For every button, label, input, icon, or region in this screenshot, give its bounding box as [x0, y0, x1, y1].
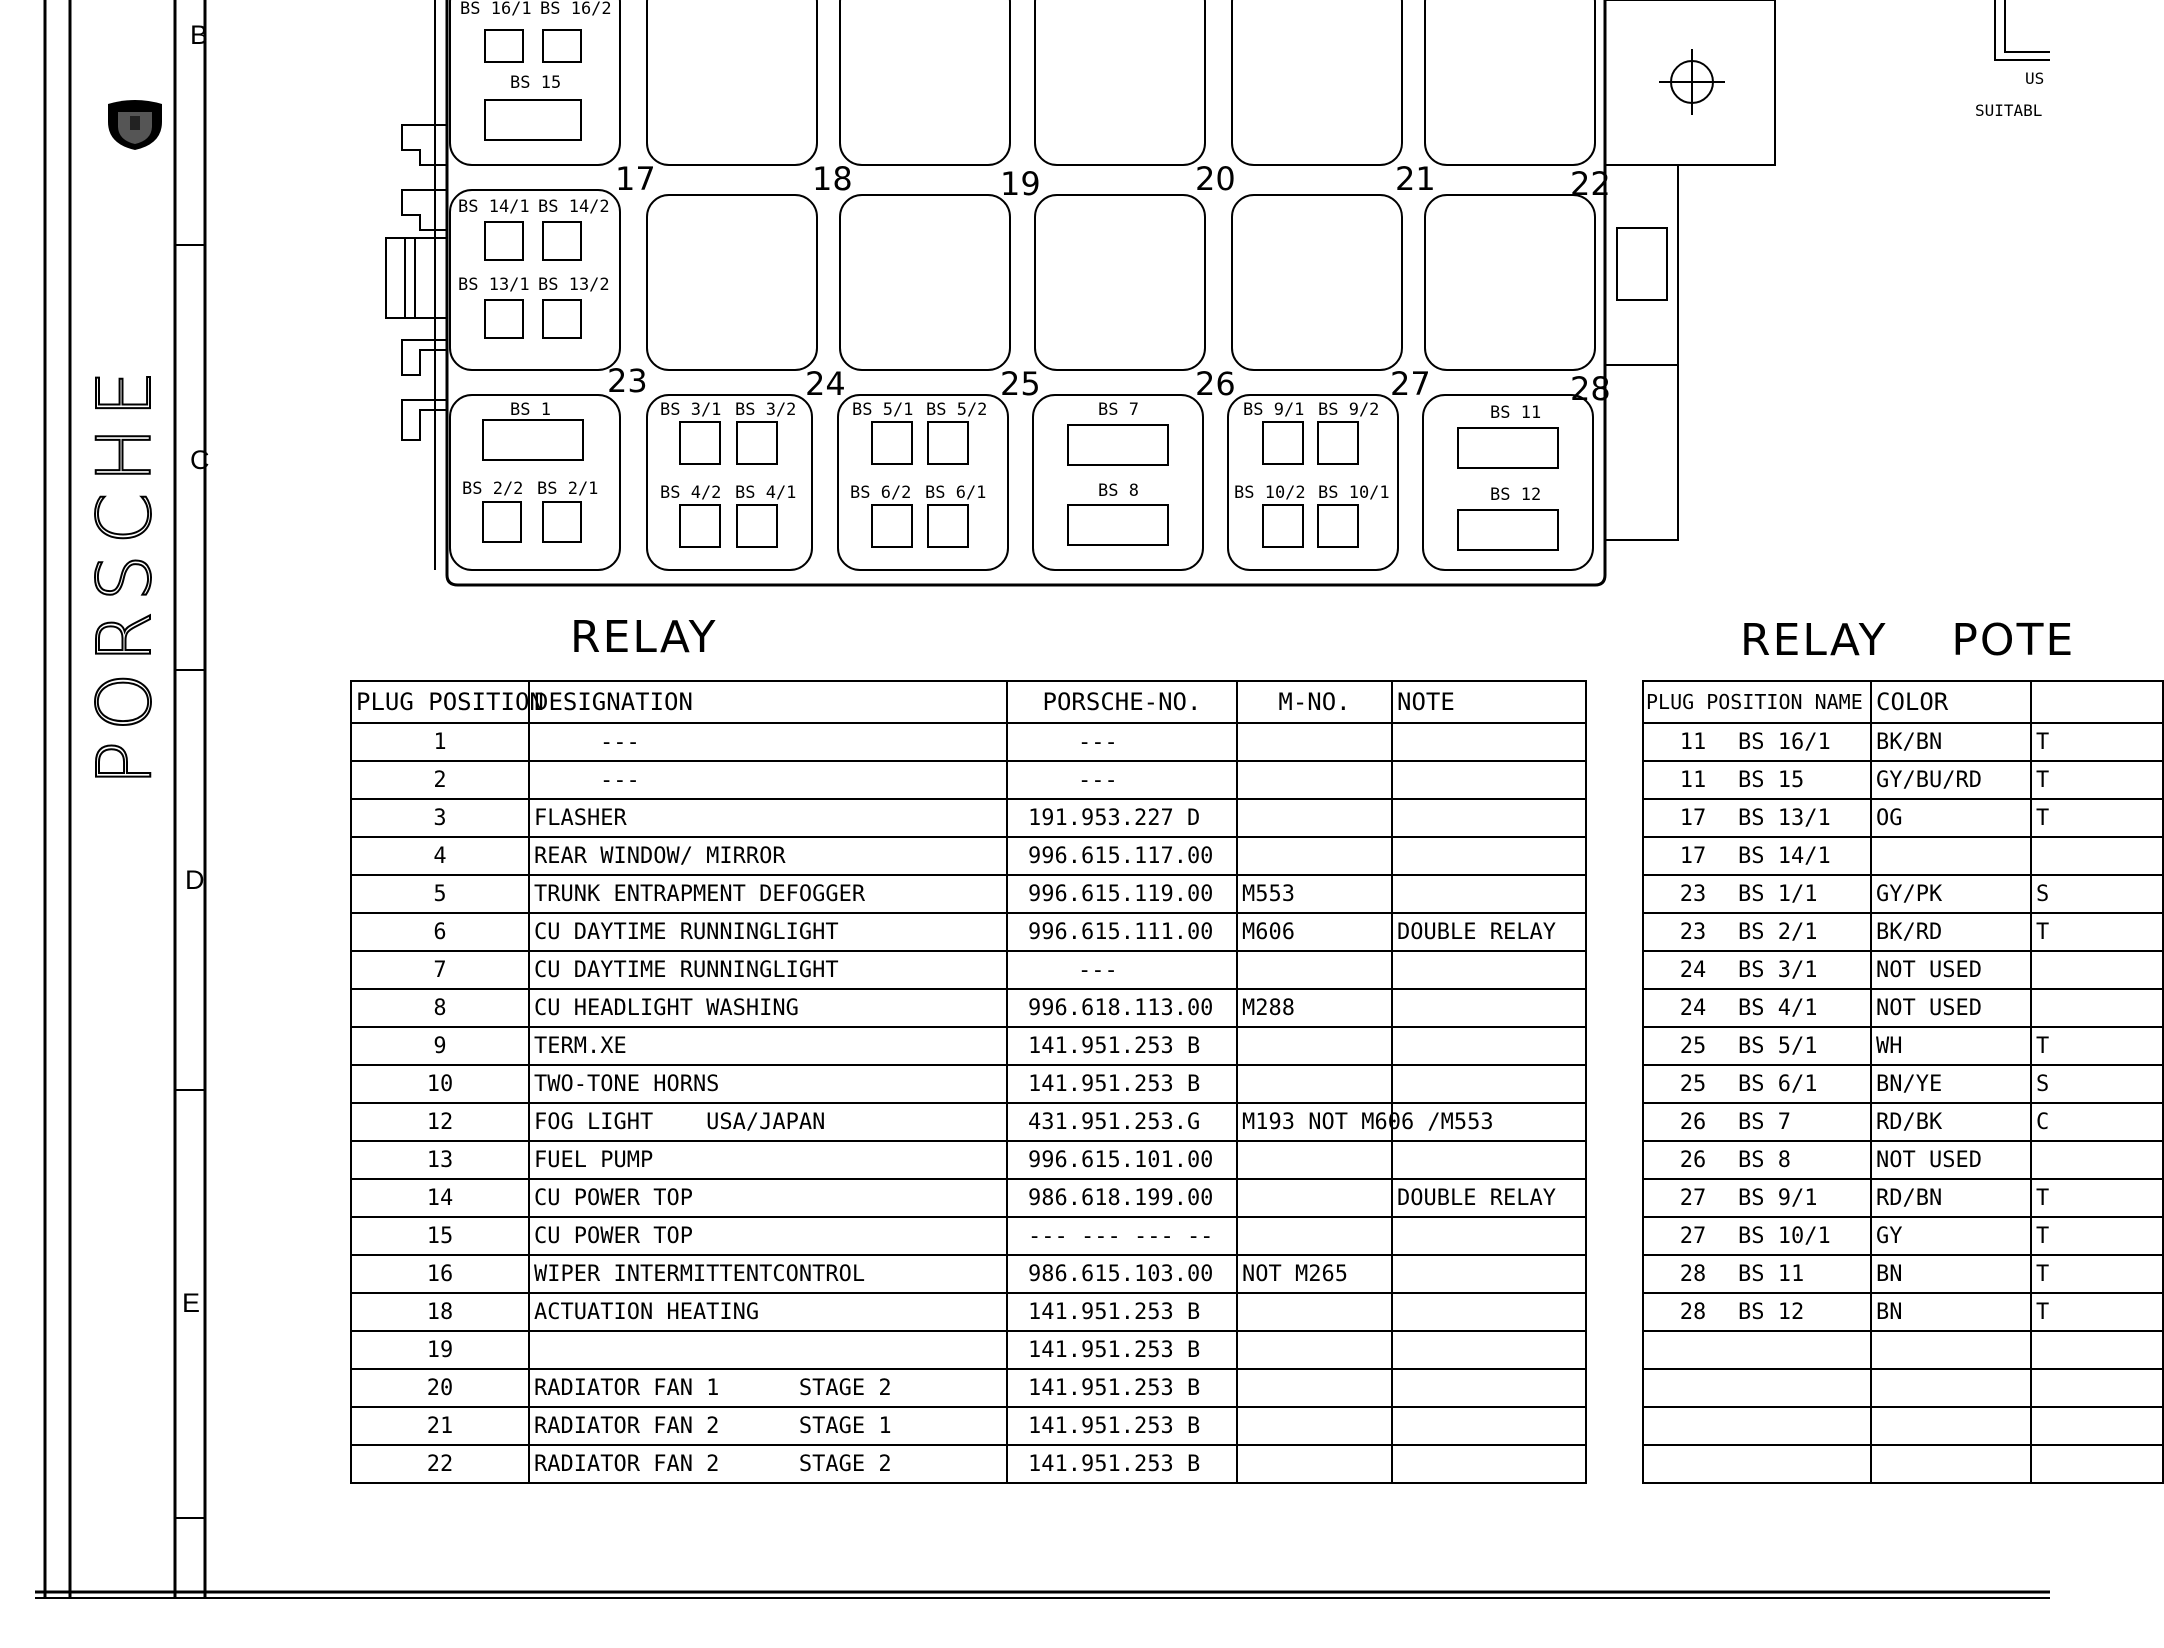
plug-name-cell: [1643, 1179, 1871, 1217]
table-row: [351, 723, 1586, 761]
zone-label-b: B: [190, 20, 209, 50]
plug-position-cell: 2: [351, 761, 529, 799]
m-no-cell: [1237, 761, 1392, 799]
table-row: [351, 799, 1586, 837]
bs-12-label: BS 12: [1490, 485, 1542, 505]
color-cell: RD/BN: [1871, 1179, 2031, 1217]
table-row: [351, 761, 1586, 799]
m-no-cell: [1237, 1369, 1392, 1407]
plug-position-value: 24: [1679, 995, 1707, 1021]
potential-header-row: [1643, 681, 2163, 723]
plug-position-cell: 19: [351, 1331, 529, 1369]
note-cell: [1392, 799, 1586, 837]
potential-cell: T: [2031, 1293, 2163, 1331]
designation-cell: CU POWER TOP: [529, 1217, 1007, 1255]
m-no-cell: [1237, 1407, 1392, 1445]
table-row: [1643, 1293, 2163, 1331]
color-cell: [1871, 837, 2031, 875]
designation-cell: RADIATOR FAN 2 STAGE 1: [529, 1407, 1007, 1445]
relay-table-title: RELAY: [570, 612, 718, 663]
porsche-no-cell: 141.951.253 B: [1007, 1445, 1237, 1483]
color-cell: [1871, 1445, 2031, 1483]
plug-name-cell: [1643, 1369, 1871, 1407]
porsche-no-cell: 986.615.103.00: [1007, 1255, 1237, 1293]
color-cell: GY/BU/RD: [1871, 761, 2031, 799]
plug-position-value: 27: [1679, 1185, 1707, 1211]
plug-position-value: 28: [1679, 1261, 1707, 1287]
table-row: [1643, 1027, 2163, 1065]
color-cell: BK/BN: [1871, 723, 2031, 761]
porsche-no-cell: --- --- --- --: [1007, 1217, 1237, 1255]
col-plug-position-name: PLUG POSITION NAME: [1643, 681, 1871, 723]
table-row: [351, 875, 1586, 913]
col-porsche-no: PORSCHE-NO.: [1007, 681, 1237, 723]
table-row: [351, 1065, 1586, 1103]
plug-name-value: BS 11: [1738, 1261, 1805, 1287]
plug-name-cell: [1643, 951, 1871, 989]
m-no-cell: [1237, 1293, 1392, 1331]
potential-cell: S: [2031, 875, 2163, 913]
note-cell: [1392, 989, 1586, 1027]
m-no-cell: [1237, 1141, 1392, 1179]
plug-position-value: 25: [1679, 1033, 1707, 1059]
position-22: 22: [1570, 165, 1611, 203]
plug-position-value: 27: [1679, 1223, 1707, 1249]
plug-position-value: 26: [1679, 1109, 1707, 1135]
relay-table-header-row: [351, 681, 1586, 723]
plug-name-value: BS 10/1: [1738, 1223, 1831, 1249]
color-cell: BN: [1871, 1255, 2031, 1293]
relay-table: [350, 680, 1587, 1484]
designation-cell: ---: [529, 761, 1007, 799]
plug-position-value: 26: [1679, 1147, 1707, 1173]
bs-5-1-label: BS 5/1: [852, 400, 914, 420]
bs-13-2-label: BS 13/2: [538, 275, 610, 295]
designation-cell: CU HEADLIGHT WASHING: [529, 989, 1007, 1027]
bs-7-label: BS 7: [1098, 400, 1139, 420]
note-cell: [1392, 1027, 1586, 1065]
note-cell: [1392, 1407, 1586, 1445]
table-row: [351, 1331, 1586, 1369]
potential-cell: T: [2031, 913, 2163, 951]
designation-cell: CU DAYTIME RUNNINGLIGHT: [529, 913, 1007, 951]
relay-potential-table-clip: [1642, 680, 2050, 1530]
m-no-cell: M288: [1237, 989, 1392, 1027]
table-row: [1643, 913, 2163, 951]
plug-position-value: 24: [1679, 957, 1707, 983]
m-no-cell: [1237, 1179, 1392, 1217]
plug-name-value: BS 16/1: [1738, 729, 1831, 755]
plug-position-cell: 10: [351, 1065, 529, 1103]
bs-4-1-label: BS 4/1: [735, 483, 797, 503]
color-cell: GY/PK: [1871, 875, 2031, 913]
zone-label-c: C: [190, 445, 210, 475]
designation-cell: ACTUATION HEATING: [529, 1293, 1007, 1331]
bs-8-label: BS 8: [1098, 481, 1139, 501]
table-row: [351, 1445, 1586, 1483]
bs-10-2-label: BS 10/2: [1234, 483, 1306, 503]
table-row: [351, 1369, 1586, 1407]
porsche-no-cell: 431.951.253.G: [1007, 1103, 1237, 1141]
note-cell: [1392, 1255, 1586, 1293]
plug-position-cell: 12: [351, 1103, 529, 1141]
m-no-cell: [1237, 1027, 1392, 1065]
designation-cell: CU POWER TOP: [529, 1179, 1007, 1217]
relay-potential-title: RELAY POTE: [1740, 615, 2076, 666]
plug-position-cell: 1: [351, 723, 529, 761]
note-cell: DOUBLE RELAY: [1392, 1179, 1586, 1217]
color-cell: NOT USED: [1871, 951, 2031, 989]
bs-14-2-label: BS 14/2: [538, 197, 610, 217]
designation-cell: WIPER INTERMITTENTCONTROL: [529, 1255, 1007, 1293]
m-no-cell: [1237, 1331, 1392, 1369]
bs-9-1-label: BS 9/1: [1243, 400, 1305, 420]
note-cell: [1392, 1141, 1586, 1179]
corner-text-us: US: [2025, 69, 2045, 88]
position-17: 17: [615, 160, 656, 198]
porsche-no-cell: 141.951.253 B: [1007, 1369, 1237, 1407]
corner-text-suitable: SUITABL: [1975, 101, 2043, 120]
porsche-no-cell: 996.615.111.00: [1007, 913, 1237, 951]
table-row: [1643, 989, 2163, 1027]
plug-name-value: BS 13/1: [1738, 805, 1831, 831]
table-row: [351, 1407, 1586, 1445]
designation-cell: RADIATOR FAN 1 STAGE 2: [529, 1369, 1007, 1407]
zone-label-d: D: [185, 865, 205, 895]
bs-9-2-label: BS 9/2: [1318, 400, 1380, 420]
plug-name-cell: [1643, 1331, 1871, 1369]
note-cell: [1392, 1331, 1586, 1369]
note-cell: [1392, 1065, 1586, 1103]
plug-name-value: BS 12: [1738, 1299, 1805, 1325]
col-color: COLOR: [1871, 681, 2031, 723]
bs-1-label: BS 1: [510, 400, 551, 420]
designation-cell: CU DAYTIME RUNNINGLIGHT: [529, 951, 1007, 989]
col-designation: DESIGNATION: [529, 681, 1007, 723]
table-row: [1643, 1179, 2163, 1217]
plug-name-cell: [1643, 1103, 1871, 1141]
plug-name-cell: [1643, 799, 1871, 837]
m-no-cell: M193 NOT M606 /M553: [1237, 1103, 1392, 1141]
porsche-no-cell: 996.615.119.00: [1007, 875, 1237, 913]
plug-name-cell: [1643, 1255, 1871, 1293]
porsche-no-cell: 141.951.253 B: [1007, 1407, 1237, 1445]
color-cell: NOT USED: [1871, 989, 2031, 1027]
plug-position-cell: 21: [351, 1407, 529, 1445]
plug-name-value: BS 6/1: [1738, 1071, 1818, 1097]
bs-6-2-label: BS 6/2: [850, 483, 912, 503]
note-cell: [1392, 1445, 1586, 1483]
table-row: [1643, 1217, 2163, 1255]
table-row: [351, 837, 1586, 875]
bs-2-1-label: BS 2/1: [537, 479, 599, 499]
designation-cell: [529, 1331, 1007, 1369]
table-row: [351, 1141, 1586, 1179]
plug-position-cell: 5: [351, 875, 529, 913]
plug-position-cell: 18: [351, 1293, 529, 1331]
porsche-no-cell: ---: [1007, 723, 1237, 761]
color-cell: [1871, 1407, 2031, 1445]
plug-position-value: 23: [1679, 919, 1707, 945]
plug-name-value: BS 1/1: [1738, 881, 1818, 907]
plug-position-value: 17: [1679, 843, 1707, 869]
table-row: [351, 1293, 1586, 1331]
plug-position-value: 25: [1679, 1071, 1707, 1097]
color-cell: [1871, 1369, 2031, 1407]
plug-name-value: BS 8: [1738, 1147, 1791, 1173]
color-cell: BN: [1871, 1293, 2031, 1331]
plug-name-value: BS 2/1: [1738, 919, 1818, 945]
m-no-cell: [1237, 723, 1392, 761]
plug-name-cell: [1643, 989, 1871, 1027]
plug-position-cell: 16: [351, 1255, 529, 1293]
col-m-no: M-NO.: [1237, 681, 1392, 723]
table-row: [1643, 1141, 2163, 1179]
table-row: [1643, 951, 2163, 989]
potential-cell: [2031, 1331, 2163, 1369]
bs-16-2-label: BS 16/2: [540, 0, 612, 19]
plug-position-cell: 13: [351, 1141, 529, 1179]
plug-name-value: BS 5/1: [1738, 1033, 1818, 1059]
table-row: [1643, 1369, 2163, 1407]
designation-cell: FOG LIGHT USA/JAPAN: [529, 1103, 1007, 1141]
designation-cell: REAR WINDOW/ MIRROR: [529, 837, 1007, 875]
potential-cell: T: [2031, 799, 2163, 837]
note-cell: [1392, 951, 1586, 989]
bs-2-2-label: BS 2/2: [462, 479, 524, 499]
position-19: 19: [1000, 165, 1041, 203]
potential-cell: C: [2031, 1103, 2163, 1141]
plug-position-cell: 9: [351, 1027, 529, 1065]
m-no-cell: [1237, 837, 1392, 875]
potential-cell: T: [2031, 761, 2163, 799]
bs-3-2-label: BS 3/2: [735, 400, 797, 420]
plug-name-cell: [1643, 1445, 1871, 1483]
table-row: [1643, 723, 2163, 761]
plug-name-cell: [1643, 761, 1871, 799]
note-cell: [1392, 1293, 1586, 1331]
m-no-cell: M606: [1237, 913, 1392, 951]
potential-cell: [2031, 951, 2163, 989]
plug-name-value: BS 7: [1738, 1109, 1791, 1135]
m-no-cell: M553: [1237, 875, 1392, 913]
plug-name-cell: [1643, 1065, 1871, 1103]
table-row: [351, 1179, 1586, 1217]
porsche-no-cell: ---: [1007, 951, 1237, 989]
potential-cell: [2031, 1407, 2163, 1445]
table-row: [351, 989, 1586, 1027]
color-cell: NOT USED: [1871, 1141, 2031, 1179]
bs-10-1-label: BS 10/1: [1318, 483, 1390, 503]
plug-position-value: 23: [1679, 881, 1707, 907]
table-row: [1643, 1065, 2163, 1103]
position-28: 28: [1570, 370, 1611, 408]
plug-name-value: BS 14/1: [1738, 843, 1831, 869]
m-no-cell: NOT M265: [1237, 1255, 1392, 1293]
bs-13-1-label: BS 13/1: [458, 275, 530, 295]
porsche-no-cell: 141.951.253 B: [1007, 1065, 1237, 1103]
plug-position-cell: 8: [351, 989, 529, 1027]
potential-cell: T: [2031, 1027, 2163, 1065]
bs-15-label: BS 15: [510, 73, 562, 93]
potential-cell: [2031, 989, 2163, 1027]
plug-position-cell: 3: [351, 799, 529, 837]
table-row: [1643, 875, 2163, 913]
potential-cell: T: [2031, 1217, 2163, 1255]
plug-name-cell: [1643, 1217, 1871, 1255]
color-cell: WH: [1871, 1027, 2031, 1065]
plug-name-cell: [1643, 1027, 1871, 1065]
plug-position-cell: 15: [351, 1217, 529, 1255]
plug-position-value: 11: [1679, 729, 1707, 755]
porsche-no-cell: 141.951.253 B: [1007, 1027, 1237, 1065]
potential-cell: S: [2031, 1065, 2163, 1103]
plug-name-value: BS 4/1: [1738, 995, 1818, 1021]
plug-position-value: 11: [1679, 767, 1707, 793]
plug-position-value: 17: [1679, 805, 1707, 831]
table-row: [351, 1255, 1586, 1293]
bs-4-2-label: BS 4/2: [660, 483, 722, 503]
plug-name-cell: [1643, 875, 1871, 913]
designation-cell: TWO-TONE HORNS: [529, 1065, 1007, 1103]
color-cell: BK/RD: [1871, 913, 2031, 951]
color-cell: GY: [1871, 1217, 2031, 1255]
plug-position-value: 28: [1679, 1299, 1707, 1325]
plug-position-cell: 6: [351, 913, 529, 951]
plug-name-value: BS 3/1: [1738, 957, 1818, 983]
position-20: 20: [1195, 160, 1236, 198]
designation-cell: RADIATOR FAN 2 STAGE 2: [529, 1445, 1007, 1483]
position-18: 18: [812, 160, 853, 198]
plug-position-cell: 14: [351, 1179, 529, 1217]
table-row: [1643, 761, 2163, 799]
porsche-no-cell: 996.618.113.00: [1007, 989, 1237, 1027]
potential-cell: T: [2031, 1179, 2163, 1217]
color-cell: [1871, 1331, 2031, 1369]
designation-cell: TERM.XE: [529, 1027, 1007, 1065]
color-cell: BN/YE: [1871, 1065, 2031, 1103]
porsche-wordmark: PORSCHE: [82, 360, 168, 786]
relay-box-diagram: [380, 0, 2050, 600]
relay-potential-table: [1642, 680, 2164, 1484]
plug-name-value: BS 15: [1738, 767, 1805, 793]
designation-cell: FUEL PUMP: [529, 1141, 1007, 1179]
potential-cell: T: [2031, 723, 2163, 761]
col-potential: [2031, 681, 2163, 723]
potential-cell: [2031, 1141, 2163, 1179]
plug-position-cell: 7: [351, 951, 529, 989]
plug-position-cell: 22: [351, 1445, 529, 1483]
position-27: 27: [1390, 365, 1431, 403]
bs-14-1-label: BS 14/1: [458, 197, 530, 217]
table-row: [1643, 837, 2163, 875]
potential-cell: [2031, 1445, 2163, 1483]
designation-cell: ---: [529, 723, 1007, 761]
table-row: [1643, 1255, 2163, 1293]
table-row: [351, 951, 1586, 989]
position-26: 26: [1195, 365, 1236, 403]
designation-cell: FLASHER: [529, 799, 1007, 837]
m-no-cell: [1237, 1445, 1392, 1483]
col-note: NOTE: [1392, 681, 1586, 723]
m-no-cell: [1237, 1065, 1392, 1103]
plug-name-value: BS 9/1: [1738, 1185, 1818, 1211]
table-row: [1643, 1331, 2163, 1369]
m-no-cell: [1237, 799, 1392, 837]
porsche-no-cell: 996.615.101.00: [1007, 1141, 1237, 1179]
bs-5-2-label: BS 5/2: [926, 400, 988, 420]
plug-name-cell: [1643, 723, 1871, 761]
porsche-crest-icon: [100, 100, 170, 152]
col-plug-position: PLUG POSITION: [351, 681, 529, 723]
plug-name-cell: [1643, 913, 1871, 951]
position-21: 21: [1395, 160, 1436, 198]
color-cell: OG: [1871, 799, 2031, 837]
position-23: 23: [607, 362, 648, 400]
note-cell: [1392, 761, 1586, 799]
position-25: 25: [1000, 365, 1041, 403]
potential-cell: T: [2031, 1255, 2163, 1293]
position-24: 24: [805, 365, 846, 403]
plug-name-cell: [1643, 1407, 1871, 1445]
porsche-no-cell: 141.951.253 B: [1007, 1293, 1237, 1331]
porsche-no-cell: 986.618.199.00: [1007, 1179, 1237, 1217]
note-cell: [1392, 723, 1586, 761]
table-row: [1643, 1407, 2163, 1445]
note-cell: [1392, 1217, 1586, 1255]
designation-cell: TRUNK ENTRAPMENT DEFOGGER: [529, 875, 1007, 913]
plug-name-cell: [1643, 1293, 1871, 1331]
bs-16-1-label: BS 16/1: [460, 0, 532, 19]
porsche-no-cell: 141.951.253 B: [1007, 1331, 1237, 1369]
table-row: [351, 1027, 1586, 1065]
bs-3-1-label: BS 3/1: [660, 400, 722, 420]
note-cell: [1392, 875, 1586, 913]
potential-cell: [2031, 837, 2163, 875]
m-no-cell: [1237, 951, 1392, 989]
bs-6-1-label: BS 6/1: [925, 483, 987, 503]
porsche-no-cell: ---: [1007, 761, 1237, 799]
porsche-no-cell: 191.953.227 D: [1007, 799, 1237, 837]
table-row: [351, 1217, 1586, 1255]
note-cell: [1392, 1369, 1586, 1407]
porsche-no-cell: 996.615.117.00: [1007, 837, 1237, 875]
note-cell: DOUBLE RELAY: [1392, 913, 1586, 951]
plug-position-cell: 4: [351, 837, 529, 875]
table-row: [351, 913, 1586, 951]
potential-cell: [2031, 1369, 2163, 1407]
table-row: [1643, 799, 2163, 837]
color-cell: RD/BK: [1871, 1103, 2031, 1141]
bs-11-label: BS 11: [1490, 403, 1542, 423]
zone-label-e: E: [182, 1288, 201, 1318]
note-cell: [1392, 837, 1586, 875]
m-no-cell: [1237, 1217, 1392, 1255]
table-row: [1643, 1445, 2163, 1483]
plug-name-cell: [1643, 837, 1871, 875]
table-row: [351, 1103, 1586, 1141]
plug-name-cell: [1643, 1141, 1871, 1179]
table-row: [1643, 1103, 2163, 1141]
plug-position-cell: 20: [351, 1369, 529, 1407]
